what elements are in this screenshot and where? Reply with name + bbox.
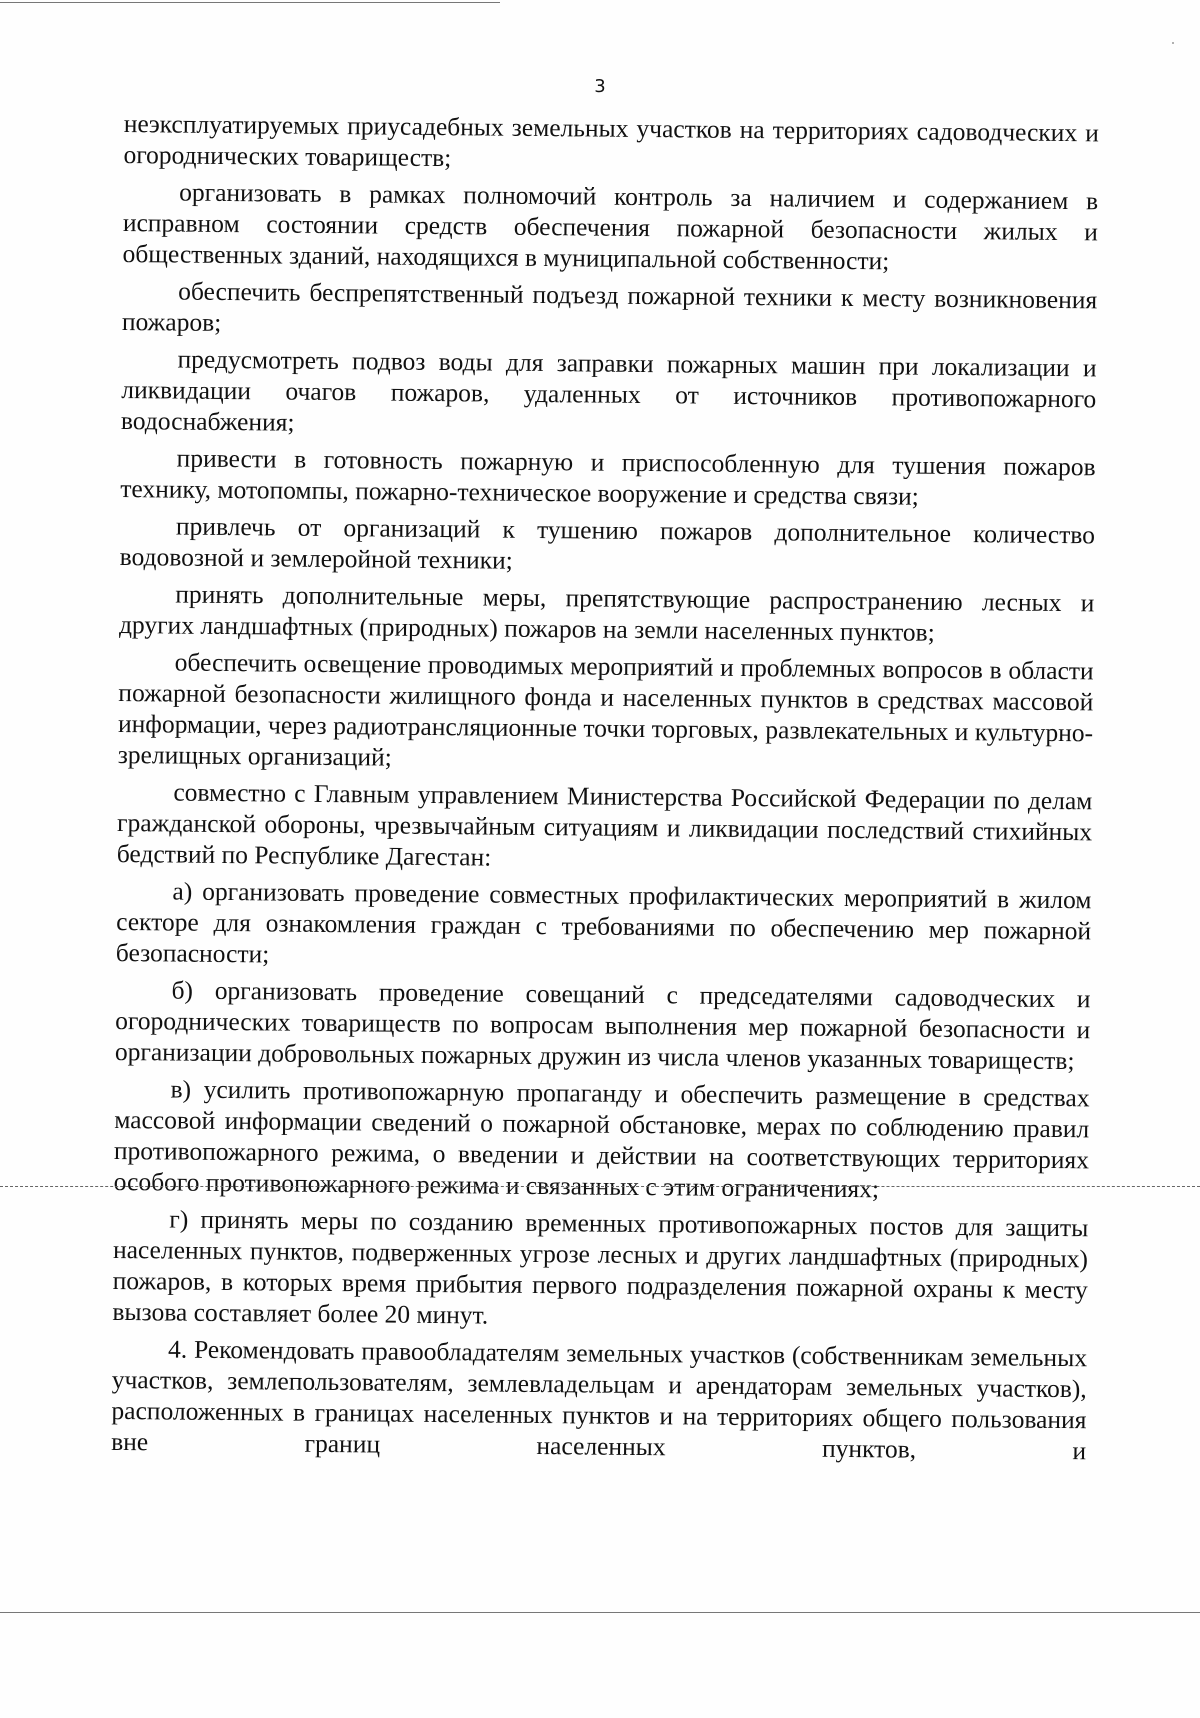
- scan-bottom-edge-line: [0, 1612, 1200, 1613]
- page-number: 3: [594, 76, 606, 97]
- paragraph: а) организовать проведение совместных профилактических мероприятий в жилом секторе для ознакомления граждан с требованиями по обеспечению мер пожарной безопасности;: [115, 876, 1092, 969]
- paragraph: привести в готовность пожарную и приспособленную для тушения пожаров технику, мотопомпы, пожарно-техническое вооружение и средства связи;: [120, 443, 1096, 511]
- scan-top-edge-line: [0, 2, 500, 3]
- document-body: [111, 108, 1099, 1466]
- paragraph: привлечь от организаций к тушению пожаров дополнительное количество водовозной и землеройной техники;: [119, 511, 1096, 575]
- paragraph: предусмотреть подвоз воды для заправки пожарных машин при локализации и ликвидации очагов пожаров, удаленных от источников противопожарного водоснабжения;: [120, 344, 1097, 437]
- paragraph: обеспечить беспрепятственный подъезд пожарной техники к месту возникновения пожаров;: [121, 276, 1098, 337]
- paragraph: совместно с Главным управлением Министерства Российской Федерации по делам гражданской обороны, чрезвычайным ситуациям и ликвидации последствий стихийных бедствий по Республике Дагестан:: [116, 777, 1093, 872]
- paragraph: 4. Рекомендовать правообладателям земельных участков (собственникам земельных участков, землепользователям, землевладельцам и арендаторам земельных участков), расположенных в границах населенных пунктов и на территориях общего пользования вне границ населенных пунктов, и: [111, 1334, 1088, 1466]
- paragraph: в) усилить противопожарную пропаганду и обеспечить размещение в средствах массовой информации сведений о пожарной обстановке, мерах по соблюдению правил противопожарного режима, о введении и действии на соответствующих территориях особого противопожарного режима и связанных с этим ограничениях;: [113, 1074, 1090, 1204]
- paragraph: б) организовать проведение совещаний с председателями садоводческих и огороднических товариществ по вопросам выполнения мер пожарной безопасности и организации добровольных пожарных дружин из числа членов указанных товариществ;: [114, 975, 1091, 1076]
- paragraph: неэксплуатируемых приусадебных земельных участков на территориях садоводческих и огороднических товариществ;: [123, 108, 1099, 173]
- paragraph: обеспечить освещение проводимых мероприятий и проблемных вопросов в области пожарной безопасности жилищного фонда и населенных пунктов в средствах массовой информации, через радиотрансляционные точки торговых, развлекательных и культурно-зрелищных организаций;: [117, 647, 1094, 772]
- paragraph: организовать в рамках полномочий контроль за наличием и содержанием в исправном состоянии средств обеспечения пожарной безопасности жилых и общественных зданий, находящихся в муниципальной собственности;: [122, 177, 1099, 276]
- scan-speck: [1172, 42, 1174, 44]
- paragraph: принять дополнительные меры, препятствующие распространению лесных и других ландшафтных (природных) пожаров на земли населенных пунктов;: [118, 579, 1095, 647]
- paragraph: г) принять меры по созданию временных противопожарных постов для защиты населенных пунктов, подверженных угрозе лесных и других ландшафтных (природных) пожаров, в которых время прибытия первого подразделения пожарной охраны к месту вызова составляет более 20 минут.: [112, 1204, 1089, 1330]
- scan-fold-line: [0, 1186, 1200, 1187]
